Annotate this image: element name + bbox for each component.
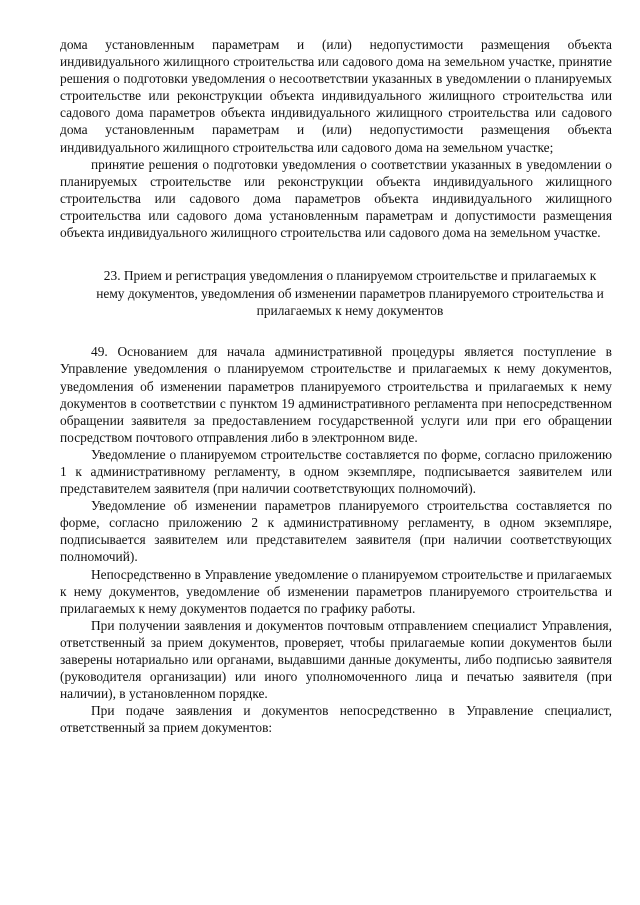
paragraph-decision-compliance: принятие решения о подготовки уведомления о соответствии указанных в уведомлении о планируемых строительстве или реконструкции объекта индивидуального жилищного строительства или садового дома параметров объекта индивидуального жилищного строительства или садового дома установленным параметрам и допустимости размещения объекта индивидуального жилищного строительства или садового дома на земельном участке. <box>60 156 612 241</box>
paragraph-direct-submission: Непосредственно в Управление уведомление о планируемом строительстве и прилагаемых к нему документов, уведомление об изменении параметров планируемого строительства и прилагаемых к нему документов подается по графику работы. <box>60 566 612 616</box>
section-title: 23. Прием и регистрация уведомления о планируемом строительстве и прилагаемых к нему документов, уведомления об изменении параметров планируемого строительства и прилагаемых к нему документов <box>96 268 604 318</box>
paragraph-change-notice-form: Уведомление об изменении параметров планируемого строительства составляется по форме, согласно приложению 2 к административному регламенту, в одном экземпляре, подписывается заявителем или представителем заявителя (при наличии соответствующих полномочий). <box>60 498 612 565</box>
paragraph-49: 49. Основанием для начала административной процедуры является поступление в Управление уведомления о планируемом строительстве и прилагаемых к нему документов, уведомления об изменении параметров планируемого строительства и прилагаемых к нему документов в соответствии с пунктом 19 административного регламента при непосредственном обращении заявителя за предоставлением государственной услуги или при его обращении посредством почтового отправления либо в электронном виде. <box>60 344 612 445</box>
document-page <box>60 36 612 737</box>
paragraph-notice-form: Уведомление о планируемом строительстве составляется по форме, согласно приложению 1 к административному регламенту, в одном экземпляре, подписывается заявителем или представителем заявителя (при наличии соответствующих полномочий). <box>60 446 612 497</box>
paragraph-postal-receipt: При получении заявления и документов почтовым отправлением специалист Управления, ответственный за прием документов, проверяет, чтобы прилагаемые копии документов были заверены нотариально или органами, выдавшими данные документы, либо подписью заявителя (руководителя организации) или иного уполномоченного лица и печатью заявителя (при наличии), в установленном порядке. <box>60 617 612 702</box>
paragraph-continuation: дома установленным параметрам и (или) недопустимости размещения объекта индивидуального жилищного строительства или садового дома на земельном участке, принятие решения о подготовки уведомления о несоответствии указанных в уведомлении о планируемых строительстве или реконструкции объекта индивидуального жилищного строительства или садового дома параметров объекта индивидуального жилищного строительства или садового дома установленным параметрам и (или) недопустимости размещения объекта индивидуального жилищного строительства или садового дома на земельном участке; <box>60 37 612 155</box>
paragraph-direct-filing: При подаче заявления и документов непосредственно в Управление специалист, ответственный за прием документов: <box>60 703 612 736</box>
